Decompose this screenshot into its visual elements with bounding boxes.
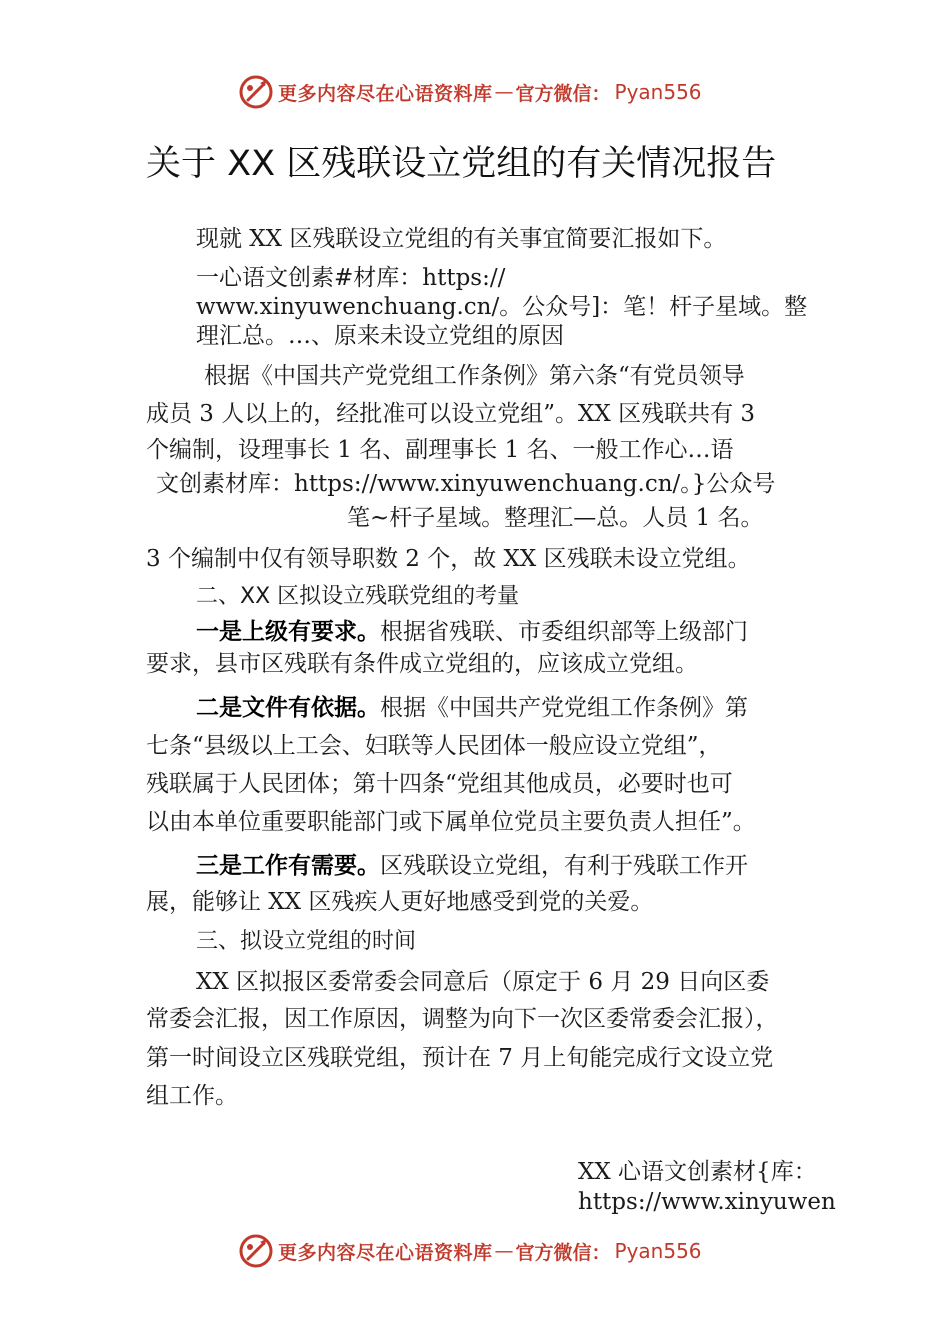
banner-dash: — <box>494 81 514 103</box>
section-2-heading: 二、XX 区拟设立残联党组的考量 <box>196 584 520 609</box>
point-3-text: 区残联设立党组，有利于残联工作开 <box>380 853 748 879</box>
point-2-text: 根据《中国共产党党组工作条例》第 <box>380 695 748 721</box>
banner-wechat-id: Pyan556 <box>614 80 702 104</box>
section-1-text-line: 3 个编制中仅有领导职数 2 个，故 XX 区残联未设立党组。 <box>146 546 751 572</box>
watermark-line: 一心语文创素#材库：https:// <box>196 265 506 291</box>
banner-wechat-label: 官方微信： <box>515 82 611 105</box>
pen-seal-logo-icon <box>238 74 274 110</box>
intro-paragraph: 现就 XX 区残联设立党组的有关事宜简要汇报如下。 <box>196 226 727 252</box>
pen-seal-logo-icon <box>238 1233 274 1269</box>
section-3-text-line: 常委会汇报，因工作原因，调整为向下一次区委常委会汇报）， <box>146 1006 779 1032</box>
point-1-lead: 一是上级有要求。 <box>196 619 380 645</box>
point-2-lead: 二是文件有依据。 <box>196 695 380 721</box>
header-watermark-banner <box>238 74 702 110</box>
footer-watermark-banner <box>238 1233 702 1269</box>
signature-line: https://www.xinyuwen <box>578 1189 836 1215</box>
banner-dash: — <box>494 1240 514 1262</box>
section-3-text-line: 第一时间设立区残联党组，预计在 7 月上旬能完成行文设立党 <box>146 1045 774 1071</box>
section-1-text-line: 成员 3 人以上的，经批准可以设立党组”。XX 区残联共有 3 <box>146 401 756 427</box>
watermark-line: 文创素材库：https://www.xinyuwenchuang.cn/。}公众号 <box>156 471 776 497</box>
section-1-text-line: 根据《中国共产党党组工作条例》第六条“有党员领导 <box>204 363 745 389</box>
section-2-text-line: 残联属于人民团体；第十四条“党组其他成员，必要时也可 <box>146 771 733 797</box>
section-2-paragraph-1 <box>196 616 748 648</box>
signature-line: XX 心语文创素材{库： <box>578 1159 817 1185</box>
watermark-line: www.xinyuwenchuang.cn/。公众号]：笔！杆子星域。整 <box>196 294 808 320</box>
section-1-text-line: 个编制，设理事长 1 名、副理事长 1 名、一般工作心…语 <box>146 437 734 463</box>
document-title: 关于 XX 区残联设立党组的有关情况报告 <box>146 144 777 184</box>
banner-text: 更多内容尽在心语资料库 <box>278 1241 493 1264</box>
banner-wechat-id: Pyan556 <box>614 1239 702 1263</box>
banner-text: 更多内容尽在心语资料库 <box>278 82 493 105</box>
section-2-paragraph-2 <box>196 692 748 724</box>
section-3-heading: 三、拟设立党组的时间 <box>196 929 417 954</box>
section-3-text-line: XX 区拟报区委常委会同意后（原定于 6 月 29 日向区委 <box>196 969 770 995</box>
section-2-text-line: 展，能够让 XX 区残疾人更好地感受到党的关爱。 <box>146 889 654 915</box>
point-1-text: 根据省残联、市委组织部等上级部门 <box>380 619 748 645</box>
banner-wechat-label: 官方微信： <box>515 1241 611 1264</box>
section-3-text-line: 组工作。 <box>146 1083 238 1109</box>
section-2-paragraph-3 <box>196 850 748 882</box>
point-3-lead: 三是工作有需要。 <box>196 853 380 879</box>
section-1-text-line: 笔~杆子星域。整理汇—总。人员 1 名。 <box>347 505 764 531</box>
section-2-text-line: 要求，县市区残联有条件成立党组的，应该成立党组。 <box>146 651 698 677</box>
section-1-heading-line: 理汇总。…、原来未设立党组的原因 <box>196 323 564 349</box>
section-2-text-line: 以由本单位重要职能部门或下属单位党员主要负责人担任”。 <box>146 809 756 835</box>
section-2-text-line: 七条“县级以上工会、妇联等人民团体一般应设立党组”， <box>146 733 722 759</box>
